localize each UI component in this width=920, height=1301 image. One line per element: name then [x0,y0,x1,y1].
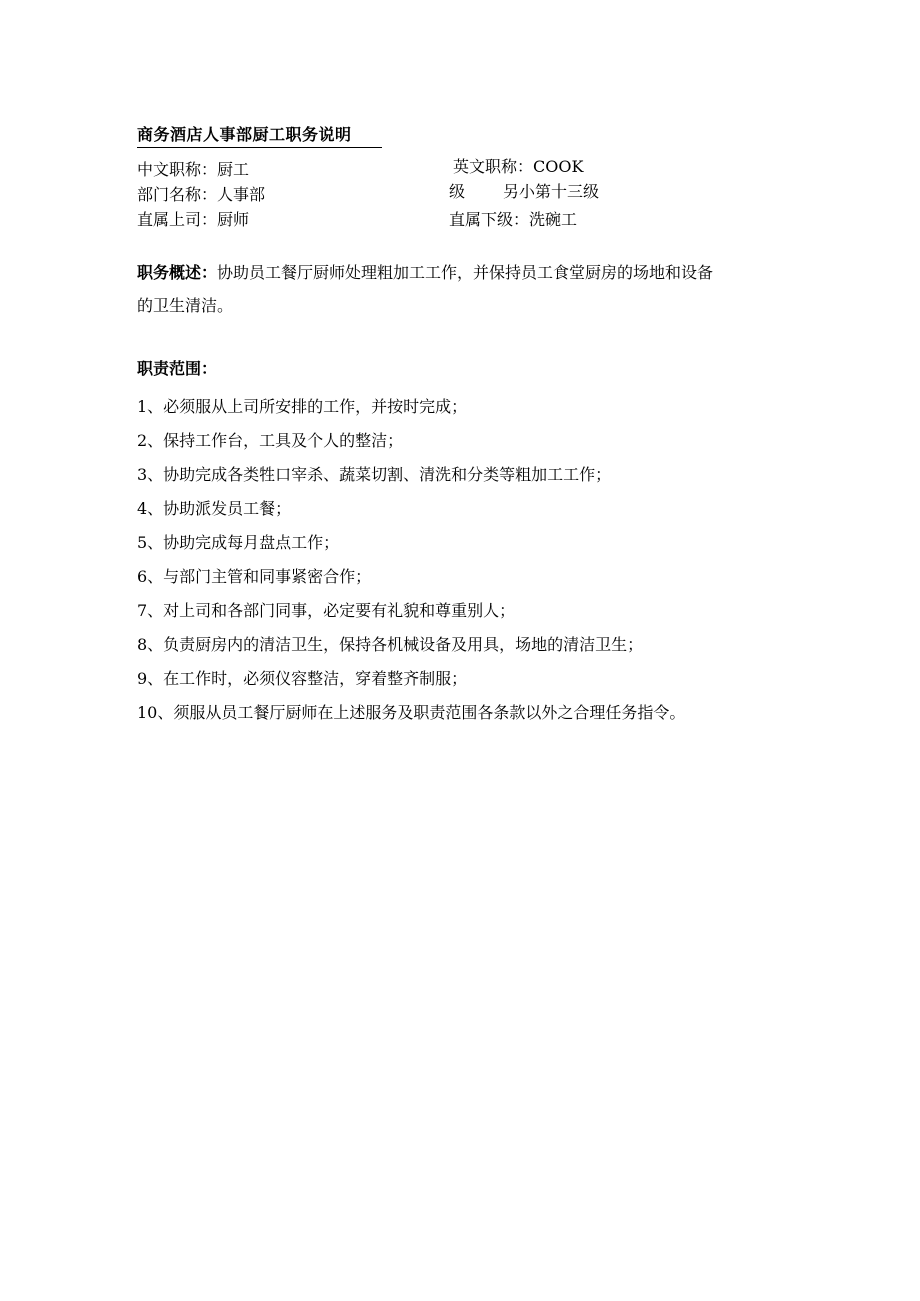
cn-title-value: 厨工 [217,160,250,179]
en-title-value: COOK [533,157,584,176]
superior-label: 直属上司： [137,210,218,229]
subordinate-label: 直属下级： [449,210,530,229]
list-item: 7、对上司和各部门同事，必定要有礼貌和尊重别人； [137,601,516,620]
grade-row [449,182,599,202]
list-item: 1、必须服从上司所安排的工作，并按时完成； [137,397,468,416]
superior-row [137,210,249,230]
job-summary [137,256,727,322]
en-title-label: 英文职称： [453,157,534,176]
list-item: 8、负责厨房内的清洁卫生，保持各机械设备及用具，场地的清洁卫生； [137,635,644,654]
superior-value: 厨师 [217,210,250,229]
summary-text: 协助员工餐厅厨师处理粗加工工作，并保持员工食堂厨房的场地和设备的卫生清洁。 [137,263,714,315]
grade-value: 另小第十三级 [503,182,600,201]
list-item: 5、协助完成每月盘点工作； [137,533,340,552]
list-item: 6、与部门主管和同事紧密合作； [137,567,372,586]
dept-label: 部门名称： [137,185,218,204]
summary-label: 职务概述： [137,263,218,282]
en-title-row [453,157,583,177]
grade-label: 级 [449,182,466,201]
list-item: 10、须服从员工餐厅厨师在上述服务及职责范围各条款以外之合理任务指令。 [137,703,686,722]
list-item: 4、协助派发员工餐； [137,499,292,518]
document-title: 商务酒店人事部厨工职务说明 [137,122,382,148]
dept-value: 人事部 [217,185,266,204]
responsibilities-list [137,390,727,730]
cn-title-row [137,160,249,180]
cn-title-label: 中文职称： [137,160,218,179]
responsibilities-heading: 职责范围： [137,359,218,378]
subordinate-row [449,210,577,230]
list-item: 3、协助完成各类牲口宰杀、蔬菜切割、清洗和分类等粗加工工作； [137,465,612,484]
subordinate-value: 洗碗工 [529,210,578,229]
list-item: 9、在工作时，必须仪容整洁，穿着整齐制服； [137,669,468,688]
dept-row [137,185,265,205]
list-item: 2、保持工作台，工具及个人的整洁； [137,431,404,450]
